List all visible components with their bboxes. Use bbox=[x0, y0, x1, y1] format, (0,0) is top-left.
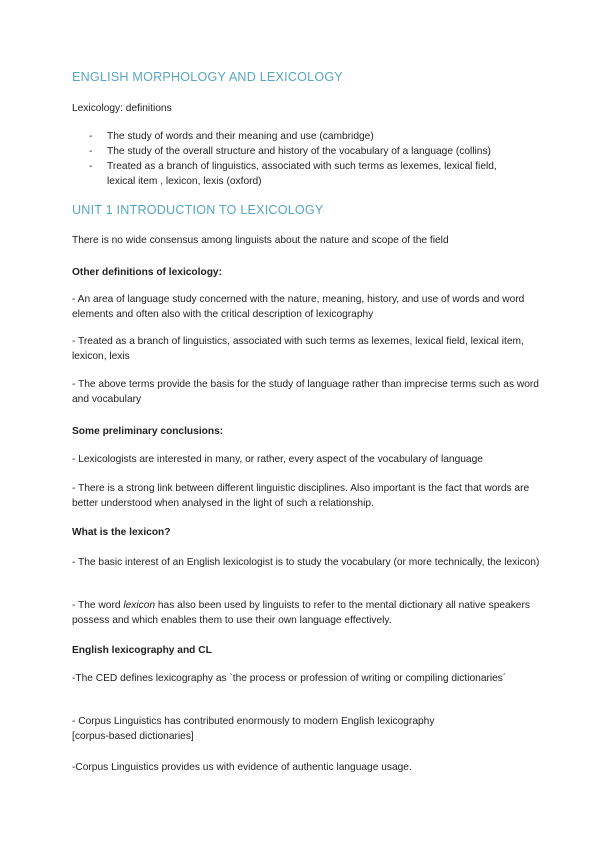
bullet-marker: - bbox=[89, 161, 93, 172]
paragraph bbox=[72, 598, 542, 628]
text-run: has also been used by linguists to refer to the mental dictionary all native speakers possess and which enables them to use their own language effectively. bbox=[72, 600, 530, 626]
paragraph: -Corpus Linguistics provides us with evidence of authentic language usage. bbox=[72, 762, 412, 773]
unit-heading: UNIT 1 INTRODUCTION TO LEXICOLOGY bbox=[72, 203, 324, 217]
section-heading: What is the lexicon? bbox=[72, 527, 171, 538]
section-heading: Other definitions of lexicology: bbox=[72, 267, 222, 278]
bullet-marker: - bbox=[89, 146, 93, 157]
definitions-label: Lexicology: definitions bbox=[72, 103, 172, 114]
paragraph: -The CED defines lexicography as `the process or profession of writing or compiling dictionaries´ bbox=[72, 673, 507, 684]
bullet-item: Treated as a branch of linguistics, associated with such terms as lexemes, lexical field, lexical item , lexicon, lexis (oxford) bbox=[107, 161, 497, 187]
text-run: - The word bbox=[72, 600, 124, 611]
paragraph: [corpus-based dictionaries] bbox=[72, 731, 194, 742]
intro-paragraph: There is no wide consensus among linguists about the nature and scope of the field bbox=[72, 235, 449, 246]
paragraph: - An area of language study concerned with the nature, meaning, history, and use of words and word elements and often also with the critical description of lexicography bbox=[72, 294, 525, 320]
paragraph: - Lexicologists are interested in many, or rather, every aspect of the vocabulary of language bbox=[72, 454, 483, 465]
paragraph: - The basic interest of an English lexicologist is to study the vocabulary (or more technically, the lexicon) bbox=[72, 557, 540, 568]
bullet-marker: - bbox=[89, 131, 93, 142]
italic-term: lexicon bbox=[123, 600, 156, 611]
paragraph: - Treated as a branch of linguistics, associated with such terms as lexemes, lexical field, lexical item, lexicon, lexis bbox=[72, 336, 524, 362]
bullet-item: The study of words and their meaning and use (cambridge) bbox=[107, 131, 374, 142]
section-heading: Some preliminary conclusions: bbox=[72, 426, 224, 437]
paragraph: - There is a strong link between different linguistic disciplines. Also important is the fact that words are better understood when analysed in the light of such a relationship. bbox=[72, 483, 530, 509]
section-heading: English lexicography and CL bbox=[72, 645, 212, 656]
bullet-item: The study of the overall structure and history of the vocabulary of a language (collins) bbox=[107, 146, 491, 157]
document-title: ENGLISH MORPHOLOGY AND LEXICOLOGY bbox=[72, 70, 343, 84]
paragraph: - Corpus Linguistics has contributed enormously to modern English lexicography bbox=[72, 716, 435, 727]
paragraph: - The above terms provide the basis for the study of language rather than imprecise terms such as word and vocabulary bbox=[72, 379, 539, 405]
